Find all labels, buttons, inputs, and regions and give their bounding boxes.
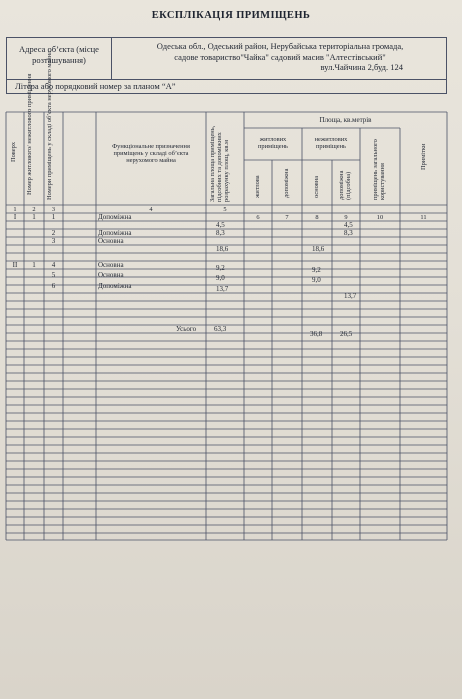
header-residential: житлових приміщень: [258, 136, 288, 150]
table-row-4-total: 18,6: [216, 245, 229, 253]
header-living: житлова: [254, 175, 261, 198]
colnum-5: 5: [223, 206, 227, 213]
address-line-2: садове товариство"Чайка" садовий масив "Алтестівський": [174, 51, 386, 62]
header-nonresidential: нежитлових приміщень: [314, 136, 348, 150]
table-row-6-main: 9,2: [312, 266, 321, 274]
colnum-3: 3: [51, 206, 56, 213]
colnum-4: 4: [149, 206, 153, 213]
colnum-6: 6: [256, 214, 260, 221]
header-function: Функціональне призначення приміщень у складі об’єкта нерухомого майна: [112, 143, 190, 164]
header-notes: Примітки: [420, 143, 427, 170]
colnum-10: 10: [376, 214, 384, 221]
header-area-group: Площа, кв.метрів: [319, 116, 372, 124]
table-row-6-floor: II: [12, 261, 18, 269]
table-row-7-main: 9,0: [312, 276, 321, 284]
table-row-4-main: 18,6: [312, 245, 325, 253]
totals-main: 36,8: [310, 330, 323, 338]
header-room-number: Номери приміщень у складі об’єкта нерухомого майна: [46, 51, 53, 200]
table-row-0-floor: I: [13, 213, 17, 221]
table-row-3-room: 3: [51, 237, 56, 245]
table-row-2-total: 8,3: [216, 229, 225, 237]
table-row-6-total: 9,2: [216, 264, 225, 272]
table-row-6-func: Основна: [98, 261, 124, 269]
table-row-7-room: 5: [51, 271, 56, 279]
table-row-7-total: 9,0: [216, 274, 225, 282]
table-row-8-total: 13,7: [216, 285, 229, 293]
table-row-6-unit: 1: [32, 261, 36, 269]
totals-sub: 26,5: [340, 330, 353, 338]
totals-label: Усього: [176, 325, 197, 333]
litera-row: Літера або порядковий номер за планом “А”: [6, 80, 447, 94]
header-auxiliary-sub: допоміжна (підсобна): [338, 170, 352, 200]
address-line-3: вул.Чайчина 2,буд. 124: [320, 62, 403, 72]
address-line-1: Одеська обл., Одеський район, Нерубайська територіальна громада,: [156, 41, 404, 51]
header-unit-number: Номер житлового/ нежитлового приміщення: [26, 73, 33, 195]
table-row-0-unit: 1: [32, 213, 36, 221]
header-main: основна: [313, 175, 320, 198]
colnum-7: 7: [285, 214, 289, 221]
colnum-8: 8: [315, 214, 319, 221]
colnum-1: 1: [13, 206, 17, 213]
colnum-9: 9: [344, 214, 348, 221]
table-row-2-func: Допоміжна: [98, 229, 132, 237]
table-row-1-total: 4,5: [216, 221, 225, 229]
table-row-1-sub: 4,5: [344, 221, 353, 229]
totals-total: 63,3: [214, 325, 227, 333]
table-row-2-sub: 8,3: [344, 229, 353, 237]
table-row-6-room: 4: [51, 261, 56, 269]
table-row-8-func: Допоміжна: [98, 282, 132, 290]
colnum-11: 11: [420, 214, 427, 221]
header-total-area: Загальна площа приміщень, підсобних та допоміжних розрахунку площ, кв.м: [209, 125, 230, 202]
colnum-2: 2: [32, 206, 36, 213]
table-row-2-room: 2: [51, 229, 56, 237]
document-title: ЕКСПЛІКАЦІЯ ПРИМІЩЕНЬ: [151, 10, 311, 21]
table-row-7-func: Основна: [98, 271, 124, 279]
table-row-3-func: Основна: [98, 237, 124, 245]
header-floor: Поверх: [10, 141, 17, 162]
address-label: Адреса об’єкта (місце розташування): [7, 38, 112, 79]
header-common: приміщень загального користування: [372, 139, 386, 200]
table-row-8-sub: 13,7: [344, 292, 357, 300]
table-row-8-room: 6: [51, 282, 56, 290]
header-auxiliary: допоміжна: [283, 168, 290, 198]
table-row-0-room: 1: [51, 213, 56, 221]
table-row-0-func: Допоміжна: [98, 213, 132, 221]
